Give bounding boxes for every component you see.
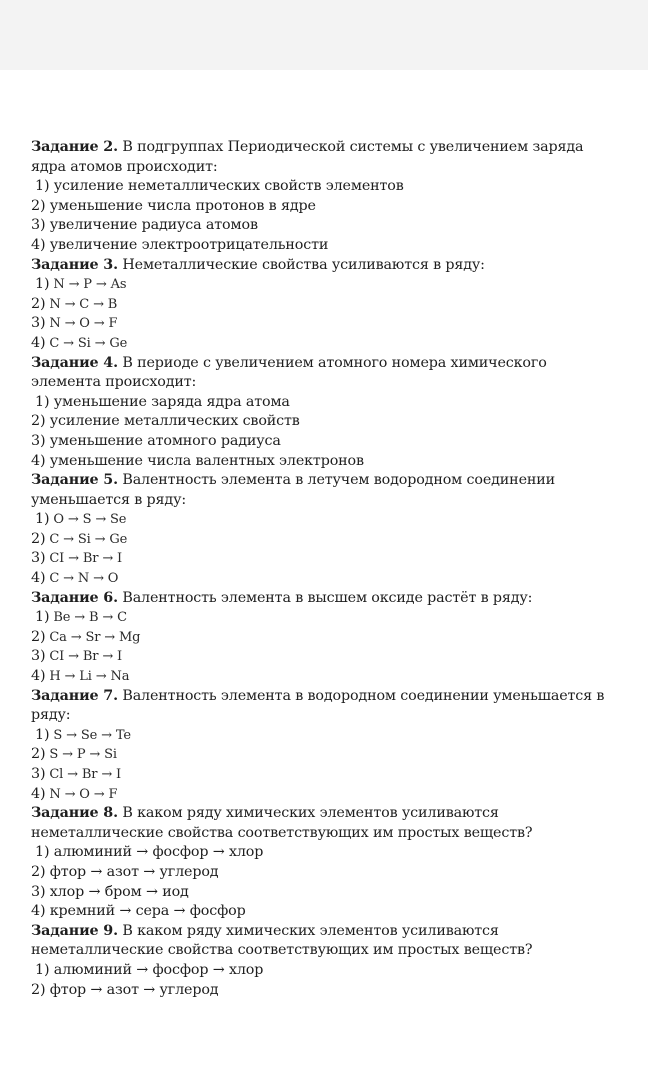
answer-option xyxy=(31,412,611,432)
option-text: усиление металлических свойств xyxy=(45,413,300,430)
task-question xyxy=(31,354,611,393)
document-body xyxy=(31,138,611,1000)
task-block xyxy=(31,687,611,805)
top-bar xyxy=(0,0,648,70)
option-text: S → Se → Te xyxy=(53,727,131,743)
task-text: В каком ряду химических элементов усиливаются неметаллические свойства соответствующих им простых веществ? xyxy=(31,805,533,841)
task-block xyxy=(31,589,611,687)
task-text: Неметаллические свойства усиливаются в ряду: xyxy=(117,256,485,273)
option-number: 4) xyxy=(31,570,46,587)
option-number: 2) xyxy=(31,746,46,763)
answer-option xyxy=(31,883,611,903)
task-text: В периоде с увеличением атомного номера химического элемента происходит: xyxy=(31,354,547,391)
option-text: CI → Br → I xyxy=(49,649,123,665)
task-text: Валентность элемента в водородном соединении уменьшается в ряду: xyxy=(31,687,605,724)
task-text: В подгруппах Периодической системы с увеличением заряда ядра атомов происходит: xyxy=(31,139,584,175)
task-question xyxy=(31,256,611,276)
option-text: фтор → азот → углерод xyxy=(45,863,219,880)
option-text: уменьшение числа валентных электронов xyxy=(45,452,364,469)
option-number: 1) xyxy=(35,844,50,861)
option-text: N → P → As xyxy=(53,277,127,293)
option-number: 2) xyxy=(31,981,46,998)
answer-option xyxy=(31,785,611,805)
answer-option xyxy=(31,236,611,256)
option-number: 1) xyxy=(35,178,50,195)
task-block xyxy=(31,138,611,256)
answer-option xyxy=(31,197,611,217)
task-text: Валентность элемента в высшем оксиде растёт в ряду: xyxy=(117,589,533,606)
task-text: Валентность элемента в летучем водородном соединении уменьшается в ряду: xyxy=(31,472,556,508)
answer-option xyxy=(31,745,611,765)
option-text: Ca → Sr → Mg xyxy=(49,629,141,645)
task-label: Задание 3. xyxy=(31,256,118,273)
answer-option xyxy=(31,902,611,922)
option-text: Cl → Br → I xyxy=(49,767,122,782)
task-block xyxy=(31,256,611,354)
option-number: 1) xyxy=(35,961,50,978)
option-number: 3) xyxy=(31,883,46,900)
option-text: Be → B → C xyxy=(53,610,127,626)
answer-option xyxy=(31,314,611,334)
answer-option xyxy=(31,569,611,589)
answer-option xyxy=(31,393,611,413)
answer-option xyxy=(31,295,611,315)
option-text: уменьшение атомного радиуса xyxy=(45,432,281,449)
option-number: 3) xyxy=(31,766,46,782)
option-text: хлор → бром → иод xyxy=(45,883,189,900)
option-number: 3) xyxy=(31,648,46,665)
option-number: 1) xyxy=(35,726,50,743)
option-text: C → N → O xyxy=(49,571,119,587)
option-text: уменьшение числа протонов в ядре xyxy=(45,197,316,214)
option-number: 2) xyxy=(31,530,46,547)
answer-option xyxy=(31,726,611,746)
task-question xyxy=(31,922,611,961)
option-text: N → O → F xyxy=(49,316,118,332)
task-label: Задание 8. xyxy=(31,805,118,822)
option-number: 2) xyxy=(31,197,46,214)
option-text: алюминий → фосфор → хлор xyxy=(49,961,264,978)
option-number: 1) xyxy=(35,511,50,528)
answer-option xyxy=(31,530,611,550)
task-label: Задание 4. xyxy=(31,354,118,371)
option-number: 4) xyxy=(31,668,46,685)
option-text: кремний → сера → фосфор xyxy=(45,903,246,920)
answer-option xyxy=(31,432,611,452)
option-text: H → Li → Na xyxy=(49,669,130,685)
option-number: 2) xyxy=(31,295,46,312)
option-text: фтор → азот → углерод xyxy=(45,981,219,998)
option-number: 2) xyxy=(31,863,46,880)
task-label: Задание 9. xyxy=(31,922,118,939)
option-text: увеличение электроотрицательности xyxy=(45,236,329,253)
option-number: 1) xyxy=(35,393,50,410)
option-text: CI → Br → I xyxy=(49,551,123,567)
task-label: Задание 7. xyxy=(31,687,118,704)
task-question xyxy=(31,589,611,609)
option-number: 4) xyxy=(31,236,46,253)
answer-option xyxy=(31,177,611,197)
answer-option xyxy=(31,510,611,530)
option-number: 3) xyxy=(31,432,46,449)
answer-option xyxy=(31,667,611,687)
task-label: Задание 5. xyxy=(31,472,118,489)
task-question xyxy=(31,138,611,177)
option-text: N → O → F xyxy=(49,786,118,802)
option-text: O → S → Se xyxy=(53,512,127,528)
answer-option xyxy=(31,863,611,883)
answer-option xyxy=(31,452,611,472)
answer-option xyxy=(31,765,611,785)
answer-option xyxy=(31,216,611,236)
answer-option xyxy=(31,843,611,863)
answer-option xyxy=(31,628,611,648)
option-number: 1) xyxy=(35,276,50,293)
task-question xyxy=(31,687,611,726)
option-number: 4) xyxy=(31,785,46,802)
option-text: уменьшение заряда ядра атома xyxy=(49,393,290,410)
option-number: 3) xyxy=(31,217,46,234)
task-label: Задание 6. xyxy=(31,589,118,606)
option-number: 4) xyxy=(31,903,46,920)
option-text: N → C → B xyxy=(49,296,118,312)
option-text: увеличение радиуса атомов xyxy=(45,217,258,234)
answer-option xyxy=(31,961,611,981)
option-text: C → Si → Ge xyxy=(49,531,128,547)
option-number: 2) xyxy=(31,628,46,645)
task-text: В каком ряду химических элементов усиливаются неметаллические свойства соответствующих им простых веществ? xyxy=(31,922,533,959)
option-number: 1) xyxy=(35,609,50,626)
task-block xyxy=(31,471,611,589)
answer-option xyxy=(31,647,611,667)
option-number: 4) xyxy=(31,452,46,469)
option-text: усиление неметаллических свойств элементов xyxy=(49,178,404,195)
option-text: алюминий → фосфор → хлор xyxy=(49,844,264,861)
answer-option xyxy=(31,275,611,295)
option-number: 2) xyxy=(31,413,46,430)
answer-option xyxy=(31,549,611,569)
task-question xyxy=(31,804,611,843)
task-block xyxy=(31,354,611,472)
option-text: C → Si → Ge xyxy=(49,335,128,351)
task-label: Задание 2. xyxy=(31,139,118,155)
answer-option xyxy=(31,981,611,1001)
task-block xyxy=(31,804,611,922)
task-question xyxy=(31,471,611,510)
option-number: 3) xyxy=(31,315,46,332)
option-number: 4) xyxy=(31,334,46,351)
answer-option xyxy=(31,608,611,628)
task-block xyxy=(31,922,611,1000)
option-number: 3) xyxy=(31,550,46,567)
answer-option xyxy=(31,334,611,354)
option-text: S → P → Si xyxy=(49,747,117,763)
